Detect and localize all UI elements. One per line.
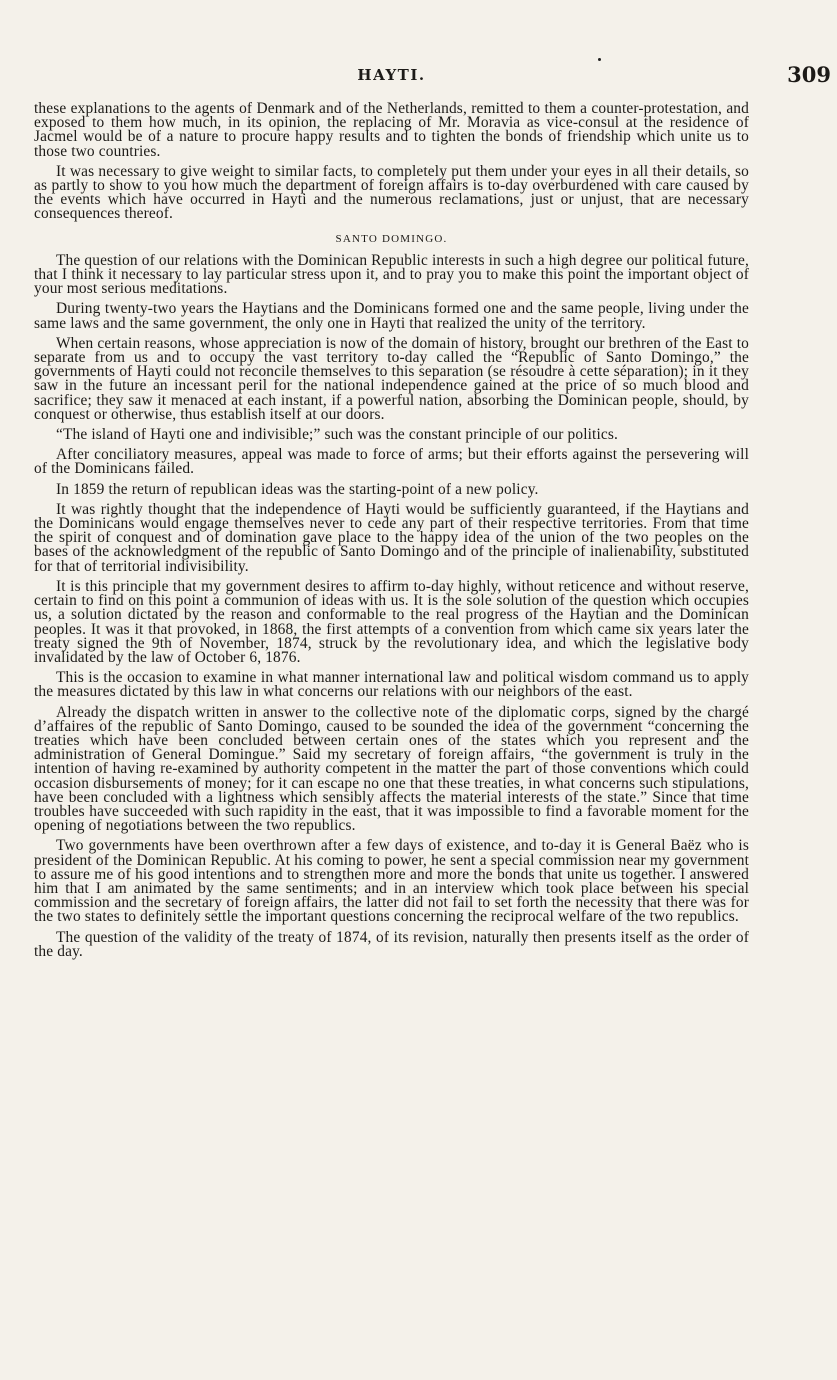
paragraph: After conciliatory measures, appeal was made to force of arms; but their efforts against the persevering will of the Dominicans failed. [34, 446, 749, 478]
paragraph: The question of the validity of the treaty of 1874, of its revision, naturally then presents itself as the order of the day. [34, 928, 749, 960]
paragraph: Two governments have been overthrown after a few days of existence, and to-day it is General Baëz who is president of the Dominican Republic. At his coming to power, he sent a special commission near my government to assure me of his good intentions and to strengthen more and more the bonds that unite us together. I answered him that I am animated by the same sentiments; and in an interview which took place between his special commission and the secretary of foreign affairs, the latter did not fail to set forth the necessity that there was for the two states to definitely settle the important questions concerning the reciprocal welfare of the two republics. [34, 837, 749, 926]
paragraph: Already the dispatch written in answer to the collective note of the diplomatic corps, signed by the chargé d’affaires of the republic of Santo Domingo, caused to be sounded the idea of the government “concerning the treaties which have been concluded between certain ones of the states which you represent and the administration of General Domingue.” Said my secretary of foreign affairs, “the government is truly in the intention of having re-examined by authority competent in the matter the part of those conventions which could occasion disbursements of money; for it can escape no one that these treaties, in what concerns such stipulations, have been concluded with a lightness which sensibly affects the material interests of the state.” Since that time troubles have succeeded with such rapidity in the east, that it was impossible to find a favorable moment for the opening of negotiations between the two republics. [34, 703, 749, 835]
running-title: HAYTI. [357, 66, 426, 84]
section-heading: SANTO DOMINGO. [335, 232, 448, 245]
page-header [34, 62, 831, 102]
body-text [34, 102, 749, 959]
ink-speck [598, 58, 601, 61]
page-number: 309 [787, 62, 831, 87]
paragraph-continuation: these explanations to the agents of Denmark and of the Netherlands, remitted to them a counter-protestation, and exposed to them how much, in its opinion, the replacing of Mr. Moravia as vice-consul at the residence of Jacmel would be of a nature to procure happy results and to tighten the bonds of friendship which unite us to those two countries. [34, 100, 749, 160]
paragraph: It was rightly thought that the independence of Hayti would be sufficiently guaranteed, if the Haytians and the Dominicans would engage themselves never to cede any part of their respective territories. From that time the spirit of conquest and of domination gave place to the happy idea of the union of the two peoples on the bases of the acknowledgment of the republic of Santo Domingo and of the principle of inalienability, substituted for that of territorial indivisibility. [34, 500, 749, 575]
paragraph: It is this principle that my government desires to affirm to-day highly, without reticence and without reserve, certain to find on this point a communion of ideas with us. It is the sole solution of the question which occupies us, a solution dictated by the reason and conformable to the real progress of the Haytian and the Dominican peoples. It was it that provoked, in 1868, the first attempts of a convention from which came six years later the treaty signed the 9th of November, 1874, struck by the revolutionary idea, and which the legislative body invalidated by the law of October 6, 1876. [34, 577, 749, 666]
paragraph: This is the occasion to examine in what manner international law and political wisdom command us to apply the measures dictated by this law in what concerns our relations with our neighbors of the east. [34, 669, 749, 701]
paragraph: It was necessary to give weight to similar facts, to completely put them under your eyes in all their details, so as partly to show to you how much the department of foreign affairs is to-day overburdened with care caused by the events which have occurred in Hayti and the numerous reclamations, just or unjust, that are necessary consequences thereof. [34, 162, 749, 223]
paragraph: During twenty-two years the Haytians and the Dominicans formed one and the same people, living under the same laws and the same government, the only one in Hayti that realized the unity of the territory. [34, 300, 749, 332]
paragraph: “The island of Hayti one and indivisible;” such was the constant principle of our politics. [56, 426, 619, 444]
paragraph: The question of our relations with the Dominican Republic interests in such a high degree our political future, that I think it necessary to lay particular stress upon it, and to pray you to make this point the important object of your most serious meditations. [34, 251, 749, 298]
paragraph: In 1859 the return of republican ideas was the starting-point of a new policy. [56, 480, 539, 498]
paragraph: When certain reasons, whose appreciation is now of the domain of history, brought our brethren of the East to separate from us and to occupy the vast territory to-day called the “Republic of Santo Domingo,” the governments of Hayti could not reconcile themselves to this separation (se résoudre à cette séparation); in it they saw in the future an incessant peril for the national independence gained at the price of so much blood and sacrifice; they saw it menaced at each instant, if a powerful nation, absorbing the Dominican people, should, by conquest or otherwise, thus establish itself at our doors. [34, 334, 749, 423]
